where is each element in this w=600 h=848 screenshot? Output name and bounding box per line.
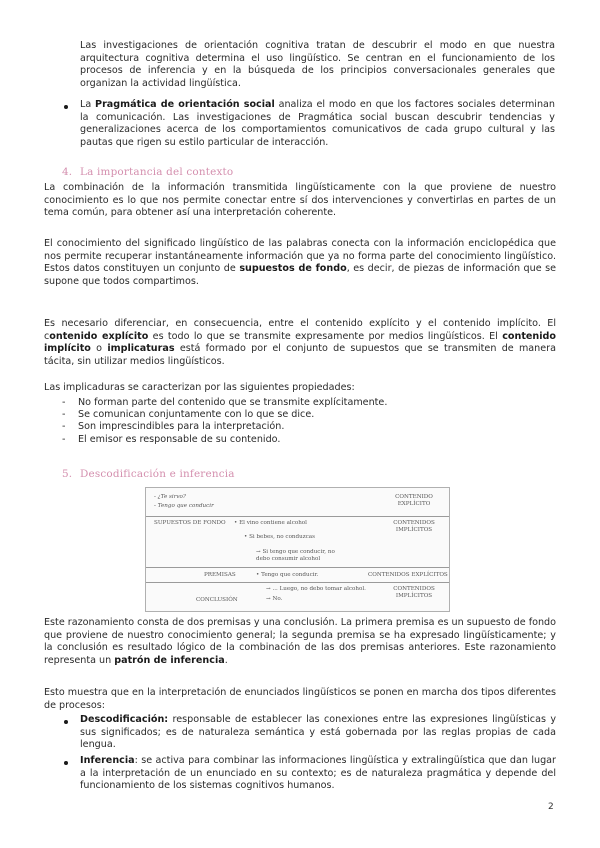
properties-list (62, 397, 542, 446)
bullet-icon (64, 761, 68, 765)
bullet-icon (64, 105, 68, 109)
context-paragraph-1: La combinación de la información transmitida lingüísticamente con la que proviene de nuestro conocimiento es lo que nos permite conectar entre sí dos intervenciones y convertirlas en partes de un tema común, para obtener así una interpretación coherente. (44, 182, 556, 219)
social-paragraph: La Pragmática de orientación social analiza el modo en que los factores sociales determinan la comunicación. Las investigaciones de Pragmática social buscan descubrir tendencias y generalizaciones acerca de los comportamientos comunicativos de cada grupo cultural y las pautas que rigen su estilo particular de interacción. (80, 99, 556, 148)
list-item: - No forman parte del contenido que se transmite explícitamente. (62, 397, 542, 409)
reasoning-paragraph: Este razonamiento consta de dos premisas y una conclusión. La primera premisa es un supuesto de fondo que proviene de nuestro conocimiento general; la segunda premisa se ha expresado lingüísticamente; y la conclusión es resultado lógico de la combinación de las dos premisas anteriores. Este razonamiento representa un patrón de inferencia. (44, 617, 556, 666)
supuestos-term: supuestos de fondo (239, 263, 347, 275)
processes-intro: Esto muestra que en la interpretación de enunciados lingüísticos se ponen en marcha dos tipos diferentes de procesos: (44, 687, 556, 711)
social-term: Pragmática de orientación social (95, 99, 275, 110)
page-number: 2 (548, 802, 554, 812)
descodificacion-item: Descodificación: responsable de establecer las conexiones entre las expresiones lingüísticas y sus significados; es de naturaleza semántica y está gobernada por las reglas propias de cada lengua. (80, 714, 556, 751)
section-4-heading: 4. La importancia del contexto (62, 166, 234, 178)
list-item: - Son imprescindibles para la interpretación. (62, 421, 542, 433)
patron-term: patrón de inferencia (114, 654, 225, 666)
inference-table: - ¿Te sirvo? - Tengo que conducir CONTENIDO EXPLÍCITO SUPUESTOS DE FONDO • El vino contiene alcohol CONTENIDOS IMPLÍCITOS • Si bebes, no conduzcas → Si tengo que conducir, no debo consumir alcohol PREMISAS • Tengo que conducir. CONTENIDOS EXPLÍCITOS CONCLUSIÓN → ... Luego, no debo tomar alcohol. → No. CONTENIDOS IMPLÍCITOS (145, 487, 450, 612)
list-item: - Se comunican conjuntamente con lo que se dice. (62, 409, 542, 421)
section-5-heading: 5. Descodificación e inferencia (62, 468, 235, 480)
bullet-icon (64, 720, 68, 724)
context-paragraph-3: Es necesario diferenciar, en consecuencia, entre el contenido explícito y el contenido implícito. El contenido explícito es todo lo que se transmite expresamente por medios lingüísticos. El contenido implícito o implicaturas está formado por el conjunto de supuestos que se transmiten de manera tácita, sin utilizar medios lingüísticos. (44, 318, 556, 367)
context-paragraph-2: El conocimiento del significado lingüístico de las palabras conecta con la información enciclopédica que nos permite recuperar instantáneamente información que ya no forma parte del conocimiento lingüístico. Estos datos constituyen un conjunto de supuestos de fondo, es decir, de piezas de información que se supone que todos compartimos. (44, 238, 557, 287)
list-item: - El emisor es responsable de su contenido. (62, 434, 542, 446)
cognitive-paragraph: Las investigaciones de orientación cognitiva tratan de descubrir el modo en que nuestra arquitectura cognitiva determina el uso lingüístico. Se centran en el funcionamiento de los procesos de inferencia y en la búsqueda de los principios conversacionales generales que organizan la actividad lingüística. (80, 40, 555, 89)
inferencia-item: Inferencia: se activa para combinar las informaciones lingüística y extralingüística que dan lugar a la interpretación de un enunciado en su contexto; es de naturaleza pragmática y depende del funcionamiento de los sistemas cognitivos humanos. (80, 755, 556, 792)
implicaturas-intro: Las implicaduras se caracterizan por las siguientes propiedades: (44, 382, 355, 393)
